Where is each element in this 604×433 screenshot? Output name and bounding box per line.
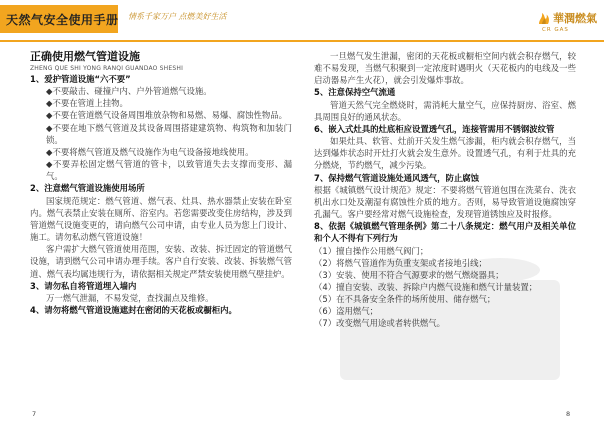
rule-item: ◆不要在管道上挂物。 bbox=[46, 98, 128, 109]
regulation-item: （1）擅自操作公用燃气阀门； bbox=[314, 245, 429, 256]
item-2-paragraph-2: 客户需扩大燃气管道使用范围，安装、改装、拆迁固定的管道燃气设施，请到燃气公司申请办理手续。客户自行安装、改装、拆装燃气管道、燃气表均属违规行为，请依据相关规定严禁安装使用燃气壁挂炉。 bbox=[30, 244, 292, 279]
logo-name: 華潤燃氣 bbox=[553, 12, 597, 25]
regulation-item: （6）盗用燃气； bbox=[314, 306, 378, 317]
right-column bbox=[314, 50, 576, 330]
left-column bbox=[30, 50, 292, 316]
item-2-title: 2、注意燃气管道设施使用场所 bbox=[30, 183, 145, 194]
item-6-paragraph: 如果灶具、软管、灶前开关发生燃气渗漏，柜内就会积存燃气，当达到爆炸状态时开灶打火就会发生意外。设置透气孔，有利于灶具的充分燃烧，节约燃气，减少污染。 bbox=[314, 136, 576, 171]
logo-subtitle: CR GAS bbox=[542, 27, 569, 33]
item-4-title: 4、请勿将燃气管道设施遮封在密闭的天花板或橱柜内。 bbox=[30, 304, 237, 315]
rule-item: ◆不要将燃气管道及燃气设施作为电气设备接地线使用。 bbox=[46, 146, 254, 157]
item-7-title: 7、保持燃气管道设施处通风透气，防止腐蚀 bbox=[314, 172, 479, 183]
item-8-title: 8、依据《城镇燃气管理条例》第二十八条规定：燃气用户及相关单位和个人不得有下列行为 bbox=[314, 221, 576, 244]
rule-item: ◆不要在地下燃气管道及其设备周围搭建建筑物、构筑物和加装门锁。 bbox=[46, 122, 292, 145]
section-pinyin: ZHENG QUE SHI YONG RANQI GUANDAO SHESHI bbox=[30, 65, 184, 72]
regulation-item: （2）将燃气管道作为负重支架或者接地引线； bbox=[314, 257, 487, 268]
item-1-title: 1、爱护管道设施“六不要” bbox=[30, 74, 131, 84]
item-5-title: 5、注意保持空气流通 bbox=[314, 87, 396, 98]
rule-item: ◆不要敲击、碰撞户内、户外管道燃气设施。 bbox=[46, 86, 212, 97]
regulation-item: （7）改变燃气用途或者转供燃气。 bbox=[314, 318, 445, 329]
item-3-title: 3、请勿私自将管道埋入墙内 bbox=[30, 280, 137, 291]
page-number-right: 8 bbox=[566, 410, 571, 418]
item-6-title: 6、嵌入式灶具的灶底柜应设置透气孔，连接管需用不锈钢波纹管 bbox=[314, 123, 555, 134]
flame-logo-icon bbox=[536, 10, 552, 26]
section-heading: 正确使用燃气管道设施 bbox=[30, 50, 140, 63]
regulation-item: （4）擅自安装、改装、拆除户内燃气设施和燃气计量装置； bbox=[314, 281, 538, 292]
rule-item: ◆不要在管道燃气设备周围堆放杂物和易燃、易爆、腐蚀性物品。 bbox=[46, 110, 287, 121]
header-divider bbox=[0, 40, 604, 42]
page-number-left: 7 bbox=[32, 410, 37, 418]
rule-item: ◆不要弄松固定燃气管道的管卡，以致管道失去支撑而变形、漏气。 bbox=[46, 159, 292, 182]
item-7-paragraph: 根据《城镇燃气设计规范》规定：不要将燃气管道包围在洗菜台、洗衣机出水口处及潮湿有腐蚀性介质的地方。否则，易导致管道设施腐蚀穿孔漏气。客户要经常对燃气设施检查，发现管道锈蚀应及时报修。 bbox=[314, 184, 576, 220]
regulation-item: （3）安装、使用不符合气源要求的燃气燃烧器具； bbox=[314, 269, 504, 280]
item-4-paragraph: 一旦燃气发生泄漏，密闭的天花板或橱柜空间内就会积存燃气，较难不易发现，当燃气积聚到一定浓度时遇明火（天花板内的电线及一些启动器易产生火花），就会引发爆炸事故。 bbox=[314, 51, 576, 86]
regulation-item: （5）在不具备安全条件的场所使用、储存燃气； bbox=[314, 294, 496, 305]
item-3-paragraph: 万一燃气泄漏，不易发觉，查找漏点及维修。 bbox=[46, 292, 214, 303]
manual-title: 天然气安全使用手册 bbox=[6, 13, 119, 27]
item-5-paragraph: 管道天然气完全燃烧时，需消耗大量空气，应保持厨房、浴室、燃具周围良好的通风状态。 bbox=[314, 99, 576, 122]
brand-logo bbox=[536, 8, 596, 38]
slogan: 情系千家万户 点燃美好生活 bbox=[128, 12, 227, 21]
item-2-paragraph-1: 国家规范规定：燃气管道、燃气表、灶具、热水器禁止安装在卧室内。燃气表禁止安装在厕所、浴室内。若您需要改变住房结构，涉及到管道燃气设施变更的，请向燃气公司申请，由专业人员为您上门设计、施工。请勿私动燃气管道设施！ bbox=[30, 195, 292, 243]
